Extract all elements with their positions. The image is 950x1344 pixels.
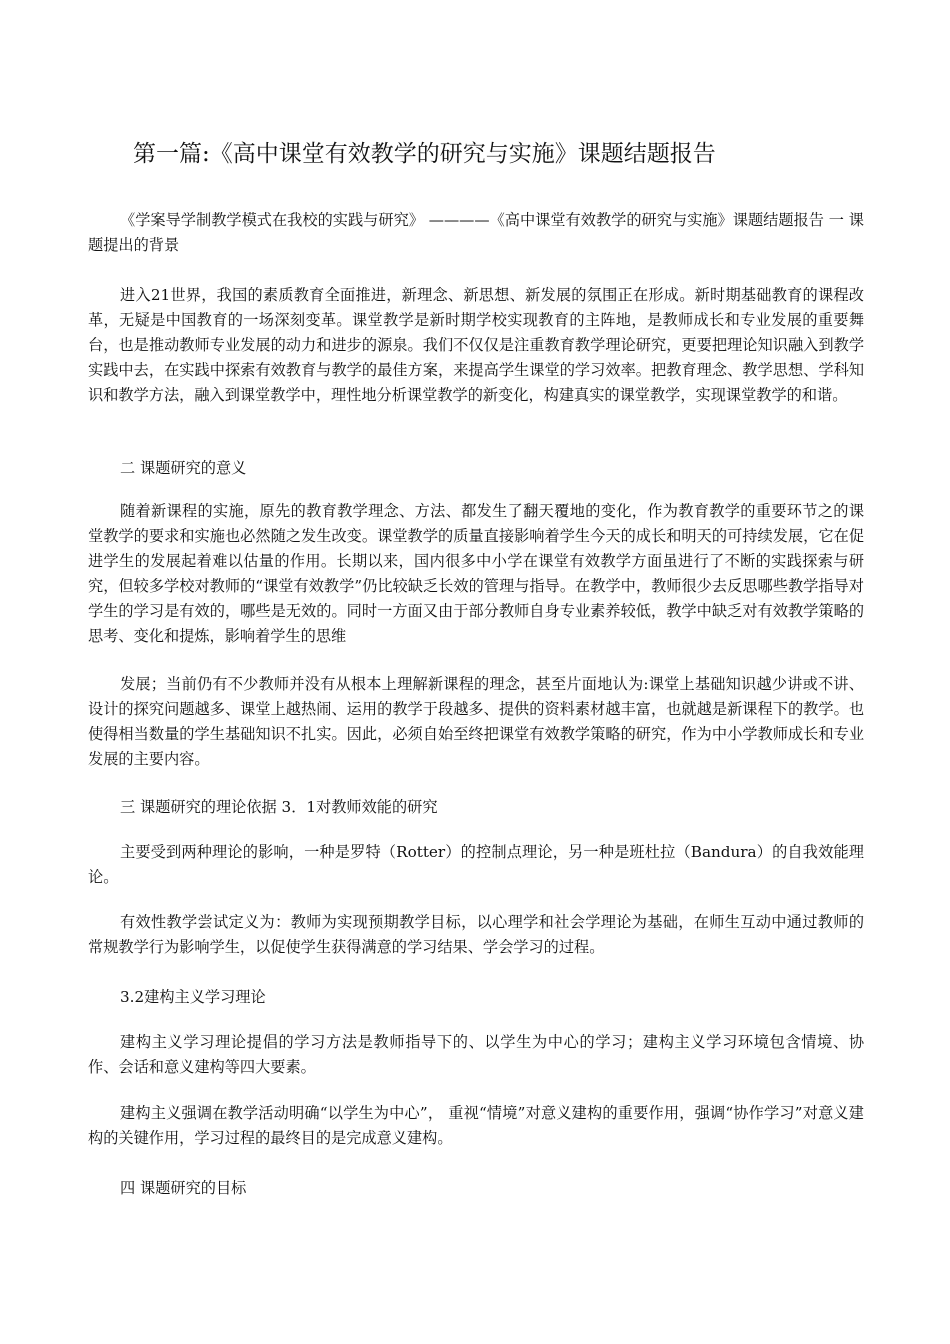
development-paragraph: 发展；当前仍有不少教师并没有从根本上理解新课程的理念，甚至片面地认为:课堂上基础知识越少讲或不讲、设计的探究问题越多、课堂上越热闹、运用的教学于段越多、提供的资料素材越丰富，也就越是新课程下的教学。也使得相当数量的学生基础知识不扎实。因此，必须自始至终把课堂有效教学策略的研究，作为中小学教师成长和专业发展的主要内容。 <box>88 675 864 768</box>
significance-paragraph: 随着新课程的实施，原先的教育教学理念、方法、都发生了翻天覆地的变化，作为教育教学的重要环节之的课堂教学的要求和实施也必然随之发生改变。课堂教学的质量直接影响着学生今天的成长和明天的可持续发展，它在促进学生的发展起着难以估量的作用。长期以来，国内很多中小学在课堂有效教学方面虽进行了不断的实践探索与研究，但较多学校对教师的“课堂有效教学”仍比较缺乏长效的管理与指导。在教学中，教师很少去反思哪些教学指导对学生的学习是有效的，哪些是无效的。同时一方面又由于部分教师自身专业素养较低，教学中缺乏对有效教学策略的思考、变化和提炼，影响着学生的思维 <box>88 502 864 645</box>
section-heading-significance: 二 课题研究的意义 <box>120 459 247 477</box>
section-heading-goals: 四 课题研究的目标 <box>120 1179 247 1197</box>
constructivism-paragraph: 建构主义学习理论提倡的学习方法是教师指导下的、以学生为中心的学习；建构主义学习环境包含情境、协作、会话和意义建构等四大要素。 <box>88 1033 864 1076</box>
intro-paragraph: 《学案导学制教学模式在我校的实践与研究》 ————《高中课堂有效教学的研究与实施》课题结题报告 一 课题提出的背景 <box>88 211 864 254</box>
section-heading-theory: 三 课题研究的理论依据 3．1对教师效能的研究 <box>120 798 438 816</box>
theory-paragraph: 主要受到两种理论的影响，一种是罗特（Rotter）的控制点理论，另一种是班杜拉（Bandura）的自我效能理论。 <box>88 843 864 886</box>
constructivism-emphasis-paragraph: 建构主义强调在教学活动明确“以学生为中心”， 重视“情境”对意义建构的重要作用，强调“协作学习”对意义建构的关键作用，学习过程的最终目的是完成意义建构。 <box>88 1104 864 1147</box>
document-title: 第一篇:《高中课堂有效教学的研究与实施》课题结题报告 <box>133 141 716 167</box>
background-paragraph: 进入21世界，我国的素质教育全面推进，新理念、新思想、新发展的氛围正在形成。新时期基础教育的课程改革，无疑是中国教育的一场深刻变革。课堂教学是新时期学校实现教育的主阵地，是教师成长和专业发展的重要舞台，也是推动教师专业发展的动力和进步的源泉。我们不仅仅是注重教育教学理论研究，更要把理论知识融入到教学实践中去，在实践中探索有效教育与教学的最佳方案，来提高学生课堂的学习效率。把教育理念、教学思想、学科知识和教学方法，融入到课堂教学中，理性地分析课堂教学的新变化，构建真实的课堂教学，实现课堂教学的和谐。 <box>88 286 864 404</box>
definition-paragraph: 有效性教学尝试定义为：教师为实现预期教学目标，以心理学和社会学理论为基础，在师生互动中通过教师的常规教学行为影响学生，以促使学生获得满意的学习结果、学会学习的过程。 <box>88 913 864 956</box>
section-heading-constructivism: 3.2建构主义学习理论 <box>120 988 266 1006</box>
